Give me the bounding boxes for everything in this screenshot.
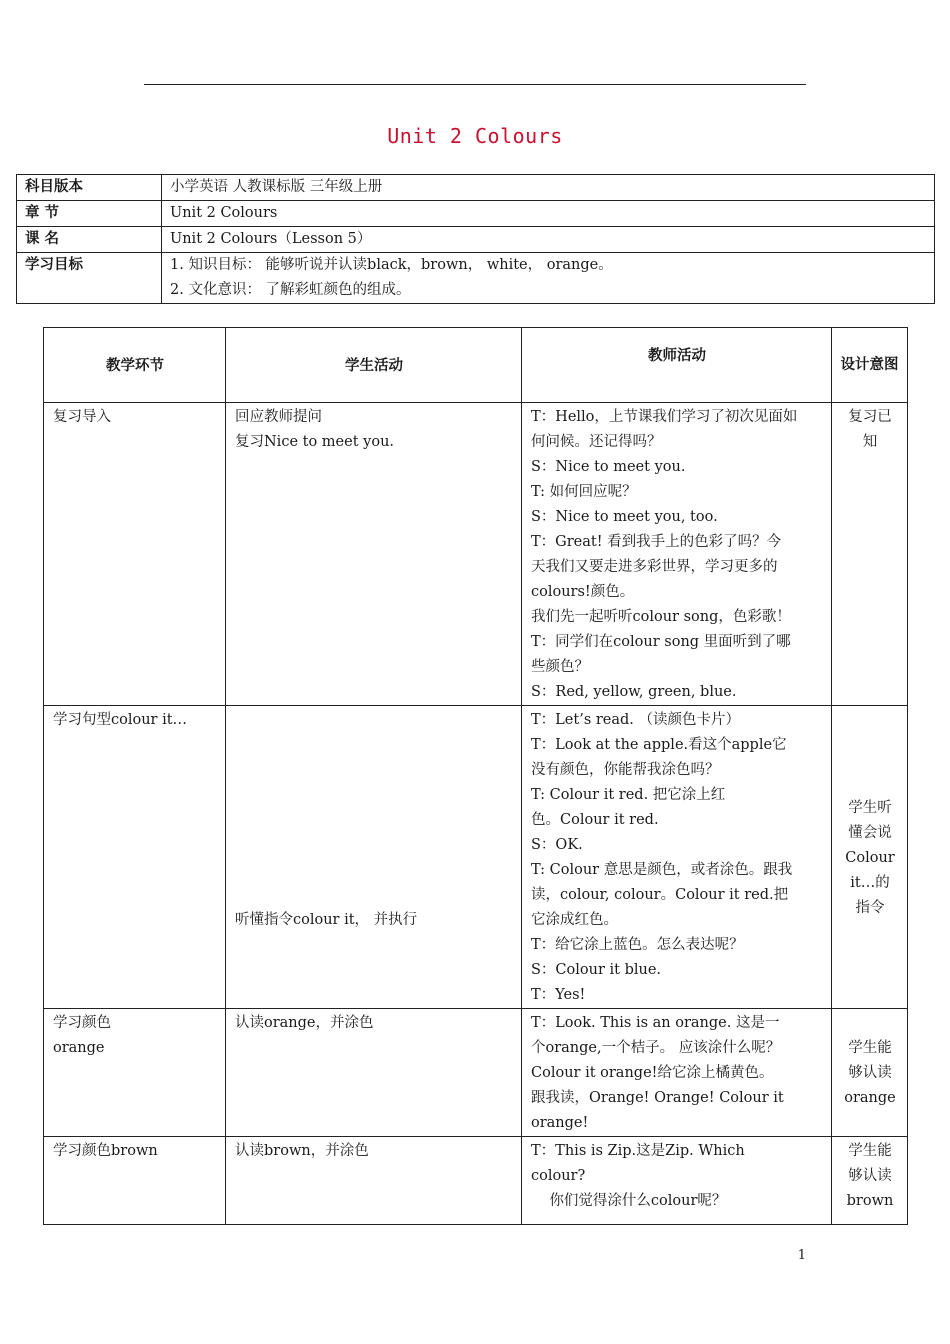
header-student: 学生活动: [226, 328, 522, 403]
stage-cell: 学习颜色brown: [44, 1137, 226, 1225]
info-table: [16, 174, 935, 304]
header-teacher: 教师活动: [522, 328, 832, 403]
student-cell: 听懂指令colour it， 并执行: [226, 706, 522, 1009]
page-title: Unit 2 Colours: [387, 124, 563, 148]
header-stage: 教学环节: [44, 328, 226, 403]
info-label: 课 名: [17, 227, 162, 253]
info-value: Unit 2 Colours: [162, 201, 935, 227]
intent-cell: 学生听 懂会说 Colour it…的 指令: [832, 706, 908, 1009]
student-cell: 认读brown，并涂色: [226, 1137, 522, 1225]
table-row: [44, 1137, 908, 1225]
page-number: 1: [797, 1248, 806, 1263]
lesson-table-header: [44, 328, 908, 403]
intent-cell: 复习已 知: [832, 403, 908, 706]
table-row: [44, 706, 908, 1009]
info-value: 小学英语 人教课标版 三年级上册: [162, 175, 935, 201]
lesson-table: [43, 327, 908, 1225]
table-row: [44, 1009, 908, 1137]
info-value: 1. 知识目标： 能够听说并认读black，brown， white， orange。 2. 文化意识： 了解彩虹颜色的组成。: [162, 253, 935, 304]
info-row-chapter: [17, 201, 935, 227]
intent-cell: 学生能 够认读 brown: [832, 1137, 908, 1225]
student-cell: 认读orange，并涂色: [226, 1009, 522, 1137]
teacher-cell: T：This is Zip.这是Zip. Which colour? 你们觉得涂什么colour呢？: [522, 1137, 832, 1225]
intent-cell: 学生能 够认读 orange: [832, 1009, 908, 1137]
stage-cell: 复习导入: [44, 403, 226, 706]
teacher-cell: T：Look. This is an orange. 这是一 个orange,一个桔子。 应该涂什么呢？ Colour it orange!给它涂上橘黄色。 跟我读，Orange! Orange! Colour it orange!: [522, 1009, 832, 1137]
stage-cell: 学习句型colour it…: [44, 706, 226, 1009]
info-row-subject: [17, 175, 935, 201]
teacher-cell: T：Let’s read. （读颜色卡片） T：Look at the apple.看这个apple它 没有颜色，你能帮我涂色吗？ T: Colour it red. 把它涂上红 色。Colour it red. S：OK. T: Colour 意思是颜色，或者涂色。跟我 读，colour, colour。Colour it red.把 它涂成红色。 T：给它涂上蓝色。怎么表达呢？ S：Colour it blue. T：Yes!: [522, 706, 832, 1009]
info-row-goals: [17, 253, 935, 304]
header-intent: 设计意图: [832, 328, 908, 403]
teacher-cell: T：Hello，上节课我们学习了初次见面如 何问候。还记得吗？ S：Nice to meet you. T: 如何回应呢？ S：Nice to meet you, too. T：Great! 看到我手上的色彩了吗？今 天我们又要走进多彩世界，学习更多的 colours!颜色。 我们先一起听听colour song，色彩歌！ T：同学们在colour song 里面听到了哪 些颜色？ S：Red, yellow, green, blue.: [522, 403, 832, 706]
info-row-lesson: [17, 227, 935, 253]
info-label: 章 节: [17, 201, 162, 227]
header-rule: [144, 84, 806, 85]
info-value: Unit 2 Colours（Lesson 5）: [162, 227, 935, 253]
student-cell: 回应教师提问 复习Nice to meet you.: [226, 403, 522, 706]
table-row: [44, 403, 908, 706]
info-label: 学习目标: [17, 253, 162, 304]
info-label: 科目版本: [17, 175, 162, 201]
stage-cell: 学习颜色 orange: [44, 1009, 226, 1137]
